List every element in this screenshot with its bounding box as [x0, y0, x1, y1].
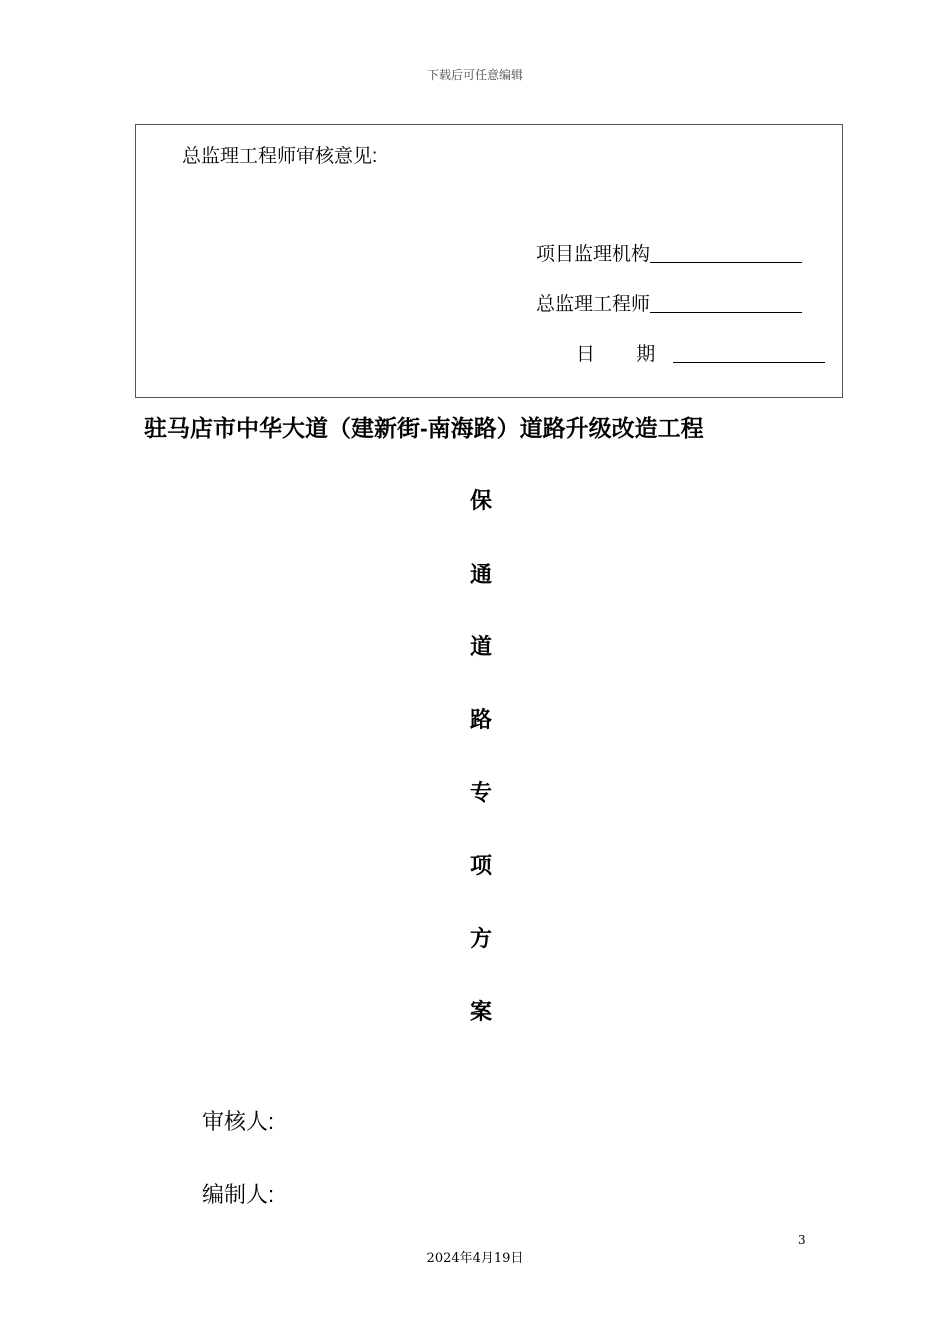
footer-date: 2024年4月19日: [426, 1251, 524, 1266]
chief-engineer-line: [536, 289, 802, 316]
doc-title-char: 保: [469, 488, 492, 513]
doc-title-char: 案: [469, 999, 492, 1024]
doc-title-char: 项: [469, 853, 492, 878]
review-opinion-label: 总监理工程师审核意见:: [182, 146, 378, 167]
supervision-org-line: [536, 239, 802, 266]
review-opinion-box: [135, 124, 843, 398]
doc-title-char: 方: [469, 926, 492, 951]
date-blank: [673, 342, 825, 363]
header-note: 下载后可任意编辑: [426, 68, 523, 82]
author-label: 编制人:: [202, 1182, 275, 1207]
doc-title-char: 路: [469, 707, 492, 732]
date-label: 日 期: [576, 344, 674, 365]
reviewer-label: 审核人:: [202, 1109, 275, 1134]
supervision-org-label: 项目监理机构: [536, 244, 651, 265]
doc-title-char: 通: [469, 562, 492, 587]
project-title: 驻马店市中华大道（建新街-南海路）道路升级改造工程: [144, 415, 704, 441]
chief-engineer-label: 总监理工程师: [536, 294, 651, 315]
doc-title-char: 道: [469, 634, 492, 659]
supervision-org-blank: [650, 242, 802, 263]
date-line: [576, 339, 825, 366]
doc-title-char: 专: [469, 780, 492, 805]
page-number: 3: [798, 1233, 806, 1247]
chief-engineer-blank: [650, 292, 802, 313]
